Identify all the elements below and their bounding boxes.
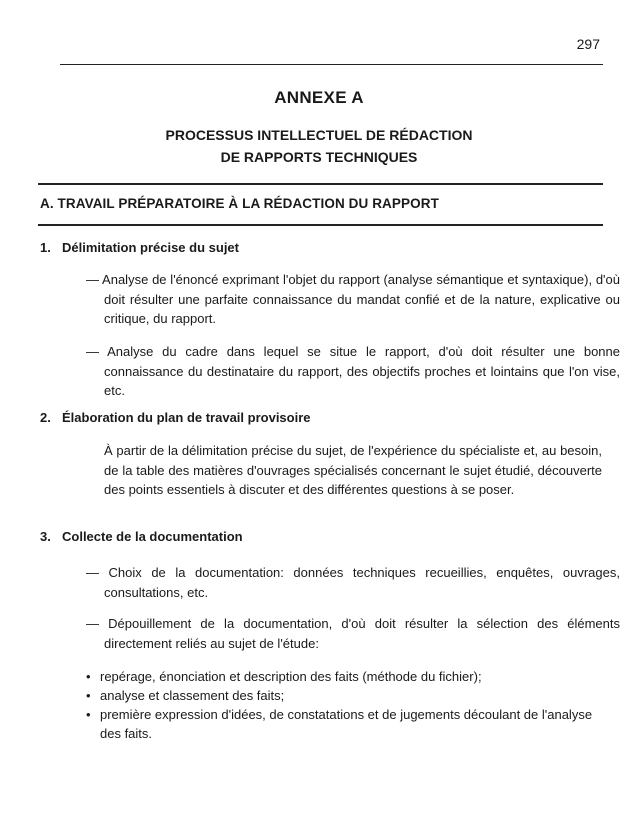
section-bottom-rule (38, 224, 603, 226)
subsection-1-heading (40, 240, 239, 255)
top-rule (60, 64, 603, 65)
main-title-line-2: DE RAPPORTS TECHNIQUES (220, 149, 418, 165)
subsection-2-paragraph-1: À partir de la délimitation précise du sujet, de l'expérience du spécialiste et, au besoin, de la table des matières d'ouvrages spécialisés concernant le sujet étudié, découverte des points essentiels à discuter et des différentes questions à se poser. (104, 443, 602, 497)
list-item: • analyse et classement des faits; (86, 686, 602, 705)
list-item: • première expression d'idées, de constatations et de jugements découlant de l'analyse des faits. (86, 705, 602, 743)
subsection-1-paragraph-1: — Analyse de l'énoncé exprimant l'objet du rapport (analyse sémantique et syntaxique), d'où doit résulter une parfaite connaissance du mandat confié et de la nature, explicative ou critique, du rapport. (86, 272, 620, 326)
section-top-rule (38, 183, 603, 185)
annex-title: ANNEXE A (274, 88, 364, 107)
subsection-3-paragraph-1: — Choix de la documentation: données techniques recueillies, enquêtes, ouvrages, consultations, etc. (86, 565, 620, 600)
list-item: • repérage, énonciation et description des faits (méthode du fichier); (86, 667, 602, 686)
subsection-title: Délimitation précise du sujet (62, 240, 239, 255)
subsection-1-paragraph-2: — Analyse du cadre dans lequel se situe le rapport, d'où doit résulter une bonne connaissance du destinataire du rapport, des objectifs proches et lointains que l'on vise, etc. (86, 344, 620, 398)
subsection-title: Collecte de la documentation (62, 529, 243, 544)
page-number: 297 (576, 36, 600, 52)
subsection-title: Élaboration du plan de travail provisoire (62, 410, 311, 425)
main-title-line-1: PROCESSUS INTELLECTUEL DE RÉDACTION (165, 127, 473, 143)
main-title (0, 124, 638, 168)
subsection-number: 2. (40, 410, 51, 425)
section-heading: A. TRAVAIL PRÉPARATOIRE À LA RÉDACTION DU RAPPORT (40, 196, 439, 211)
subsection-3-paragraph-2: — Dépouillement de la documentation, d'où doit résulter la sélection des éléments directement reliés au sujet de l'étude: (86, 616, 620, 651)
subsection-3-heading (40, 529, 243, 544)
subsection-number: 3. (40, 529, 51, 544)
subsection-number: 1. (40, 240, 51, 255)
subsection-2-heading (40, 410, 311, 425)
bullet-list (86, 667, 602, 743)
